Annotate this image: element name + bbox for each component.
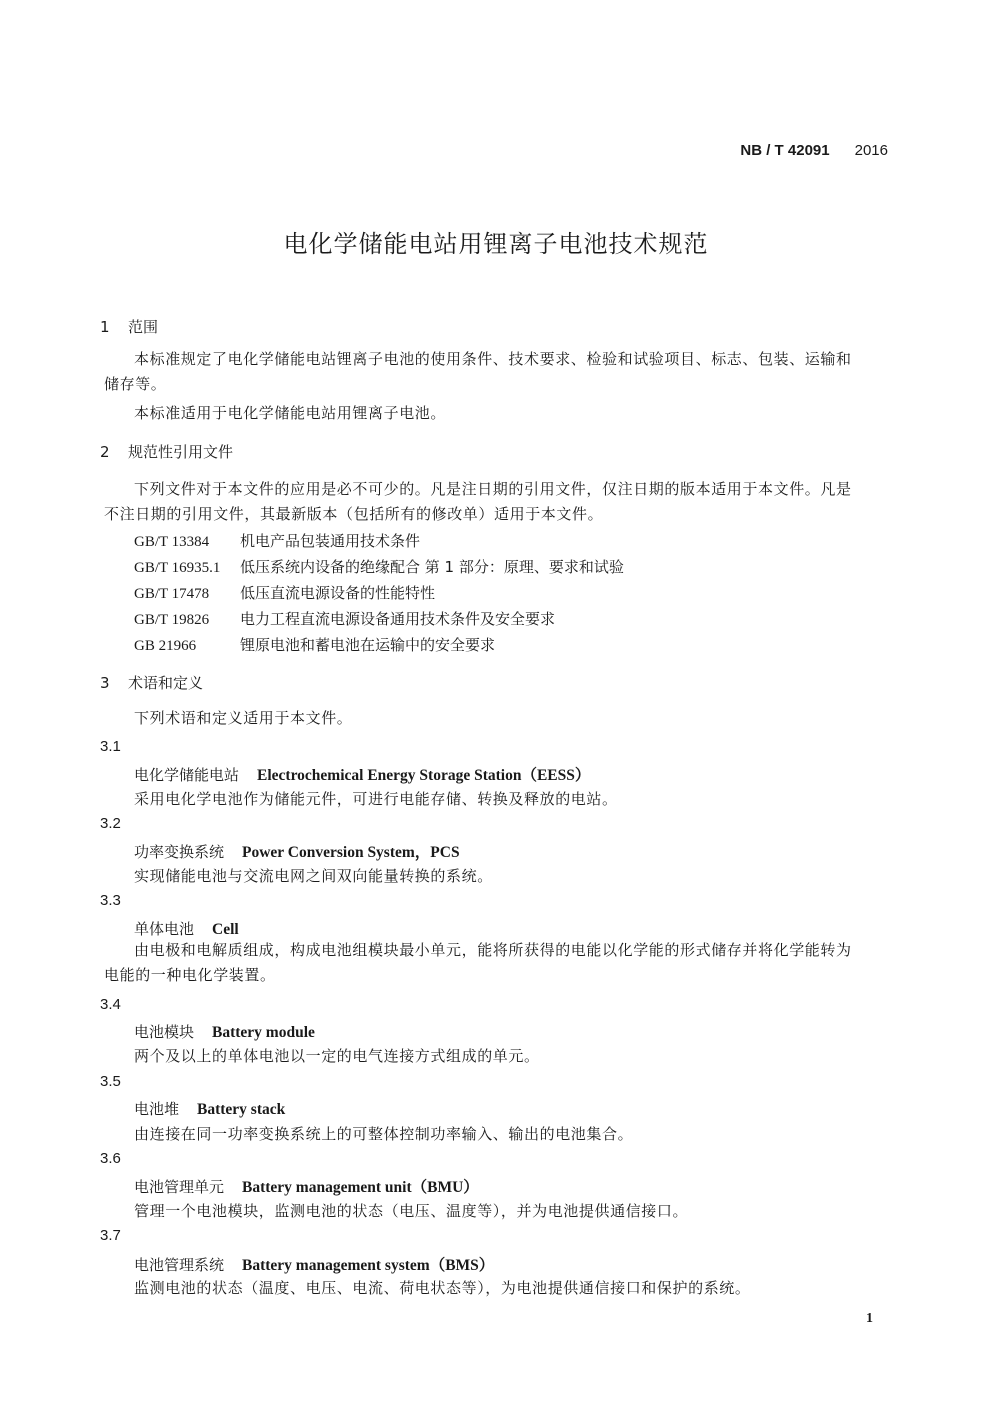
page-number: 1 bbox=[866, 1311, 873, 1326]
term-chinese: 单体电池 bbox=[134, 920, 195, 938]
term-chinese: 电池模块 bbox=[134, 1023, 195, 1041]
term-number: 3.1 bbox=[100, 738, 121, 755]
term-heading bbox=[134, 918, 239, 939]
section-title: 规范性引用文件 bbox=[128, 443, 234, 461]
reference-code: GB 21966 bbox=[134, 638, 197, 654]
term-english: Battery management unit（BMU） bbox=[242, 1179, 479, 1196]
term-number: 3.7 bbox=[100, 1227, 121, 1244]
reference-title: 低压直流电源设备的性能特性 bbox=[240, 584, 436, 602]
reference-title: 锂原电池和蓄电池在运输中的安全要求 bbox=[240, 636, 496, 654]
document-title: 电化学储能电站用锂离子电池技术规范 bbox=[283, 230, 709, 258]
section-3-paragraph-1: 下列术语和定义适用于本文件。 bbox=[134, 709, 353, 727]
term-definition: 采用电化学电池作为储能元件，可进行电能存储、转换及释放的电站。 bbox=[134, 790, 618, 808]
section-1-heading bbox=[100, 316, 158, 337]
reference-item bbox=[134, 556, 624, 577]
term-definition: 实现储能电池与交流电网之间双向能量转换的系统。 bbox=[134, 867, 493, 885]
term-number: 3.4 bbox=[100, 996, 121, 1013]
reference-item bbox=[134, 530, 420, 551]
term-chinese: 电池管理系统 bbox=[134, 1256, 225, 1274]
term-english: Power Conversion System，PCS bbox=[242, 844, 460, 861]
term-english: Battery management system（BMS） bbox=[242, 1257, 495, 1274]
term-definition: 管理一个电池模块，监测电池的状态（电压、温度等），并为电池提供通信接口。 bbox=[134, 1202, 689, 1220]
term-heading bbox=[134, 1021, 315, 1042]
reference-item bbox=[134, 634, 495, 655]
section-title: 范围 bbox=[128, 318, 159, 336]
term-heading bbox=[134, 840, 460, 862]
term-chinese: 电池管理单元 bbox=[134, 1178, 225, 1196]
reference-item bbox=[134, 608, 555, 629]
reference-title: 电力工程直流电源设备通用技术条件及安全要求 bbox=[240, 610, 556, 628]
standard-number bbox=[740, 142, 888, 159]
term-number: 3.5 bbox=[100, 1073, 121, 1090]
term-definition: 由电极和电解质组成，构成电池组模块最小单元，能将所获得的电能以化学能的形式储存并将化学能转为电能的一种电化学装置。 bbox=[104, 941, 852, 984]
term-english: Battery module bbox=[212, 1024, 315, 1041]
term-english: Cell bbox=[212, 921, 239, 938]
term-number: 3.3 bbox=[100, 892, 121, 909]
term-definition: 监测电池的状态（温度、电压、电流、荷电状态等），为电池提供通信接口和保护的系统。 bbox=[134, 1279, 751, 1297]
section-3-heading bbox=[100, 672, 203, 693]
section-number: 1 bbox=[100, 318, 110, 336]
reference-item bbox=[134, 582, 435, 603]
standard-code: NB / T 42091 bbox=[740, 142, 830, 159]
section-2-paragraph-1: 下列文件对于本文件的应用是必不可少的。凡是注日期的引用文件，仅注日期的版本适用于本文件。凡是不注日期的引用文件，其最新版本（包括所有的修改单）适用于本文件。 bbox=[104, 480, 852, 523]
reference-code: GB/T 13384 bbox=[134, 534, 210, 550]
standard-year: 2016 bbox=[854, 142, 888, 159]
term-number: 3.6 bbox=[100, 1150, 121, 1167]
term-definition: 两个及以上的单体电池以一定的电气连接方式组成的单元。 bbox=[134, 1047, 540, 1065]
term-english: Electrochemical Energy Storage Station（EESS） bbox=[257, 767, 591, 784]
section-1-paragraph-1: 本标准规定了电化学储能电站锂离子电池的使用条件、技术要求、检验和试验项目、标志、包装、运输和储存等。 bbox=[104, 350, 852, 393]
reference-title: 机电产品包装通用技术条件 bbox=[240, 532, 421, 550]
reference-code: GB/T 19826 bbox=[134, 612, 210, 628]
term-heading bbox=[134, 1098, 285, 1119]
reference-code: GB/T 17478 bbox=[134, 586, 210, 602]
reference-title: 低压系统内设备的绝缘配合 第 1 部分：原理、要求和试验 bbox=[240, 558, 624, 576]
term-number: 3.2 bbox=[100, 815, 121, 832]
section-title: 术语和定义 bbox=[128, 674, 204, 692]
section-number: 3 bbox=[100, 674, 110, 692]
section-2-heading bbox=[100, 441, 233, 462]
section-1-paragraph-2: 本标准适用于电化学储能电站用锂离子电池。 bbox=[134, 404, 447, 422]
term-english: Battery stack bbox=[197, 1101, 286, 1118]
term-heading bbox=[134, 1253, 494, 1275]
term-definition: 由连接在同一功率变换系统上的可整体控制功率输入、输出的电池集合。 bbox=[134, 1125, 634, 1143]
term-chinese: 电化学储能电站 bbox=[134, 766, 240, 784]
term-heading bbox=[134, 763, 590, 785]
section-number: 2 bbox=[100, 443, 110, 461]
term-heading bbox=[134, 1175, 479, 1197]
reference-code: GB/T 16935.1 bbox=[134, 560, 221, 576]
term-chinese: 功率变换系统 bbox=[134, 843, 225, 861]
term-chinese: 电池堆 bbox=[134, 1100, 180, 1118]
